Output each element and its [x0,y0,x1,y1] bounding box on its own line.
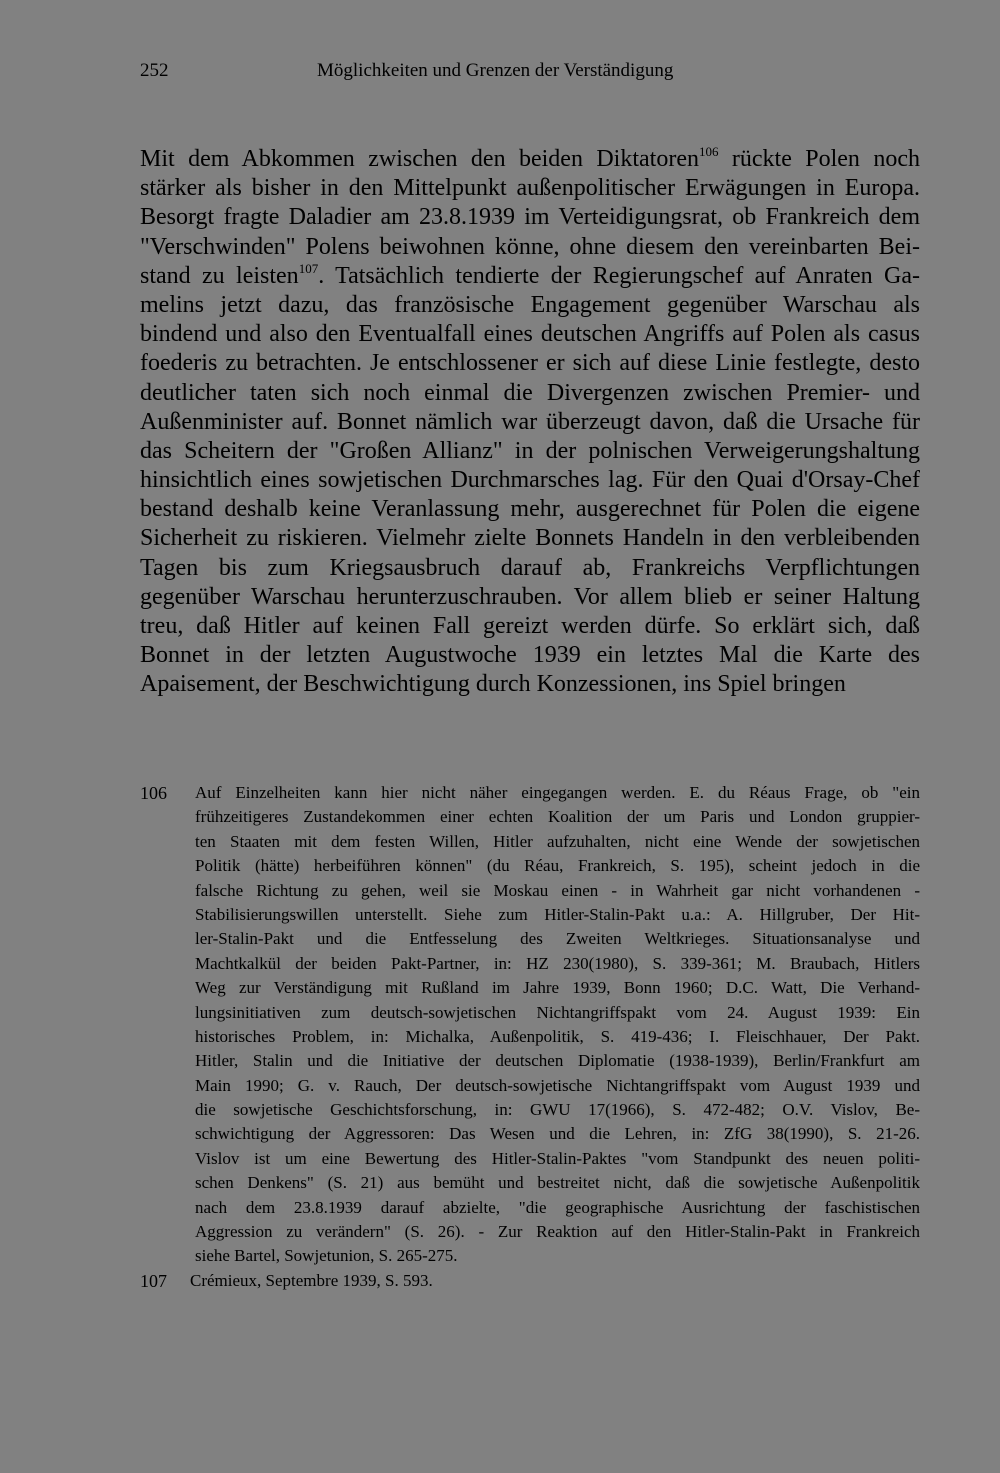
body-line [140,670,920,699]
footnote-number: 107 [140,1270,167,1291]
footnote-number: 106 [140,783,167,803]
footnote-line: schwichtigung der Aggressoren: Das Wesen und die Lehren, in: ZfG 38(1990), S. 21-26. [195,1124,920,1144]
body-line [140,174,920,203]
body-line-text: Besorgt fragte Daladier am 23.8.1939 im Verteidigungsrat, ob Frankreich dem [140,204,920,231]
body-line-text: bestand deshalb keine Veranlassung mehr, ausgerechnet für Polen die eigene [140,496,920,523]
body-line-text-continued: . Tatsächlich tendierte der Regierungschef auf Anraten Ga- [318,262,920,289]
body-line [140,145,920,174]
body-line [140,641,920,670]
body-line [140,379,920,408]
body-line-text: Außenminister auf. Bonnet nämlich war überzeugt davon, daß die Ursache für [140,408,920,435]
body-line [140,291,920,320]
body-line-text: bindend und also den Eventualfall eines deutschen Angriffs auf Polen als casus [140,321,920,348]
footnote-line: Crémieux, Septembre 1939, S. 593. [190,1270,433,1290]
footnotes [140,781,920,1293]
body-line [140,495,920,524]
page-number: 252 [140,60,169,81]
body-line-text: Tagen bis zum Kriegsausbruch darauf ab, Frankreichs Verpflichtungen [140,554,920,581]
body-line [140,203,920,232]
footnote-line: historisches Problem, in: Michalka, Außenpolitik, S. 419-436; I. Fleischhauer, Der Pakt. [195,1026,920,1046]
footnote-line: falsche Richtung zu gehen, weil sie Moskau einen - in Wahrheit gar nicht vorhandenen - [195,880,920,900]
body-line-text: deutlicher taten sich noch einmal die Divergenzen zwischen Premier- und [140,379,920,406]
footnote-line: lungsinitiativen zum deutsch-sowjetischen Nichtangriffspakt vom 24. August 1939: Ein [195,1002,920,1022]
running-title: Möglichkeiten und Grenzen der Verständigung [317,60,674,81]
body-line-text: melins jetzt dazu, das französische Engagement gegenüber Warschau als [140,291,920,318]
body-line-text: Mit dem Abkommen zwischen den beiden Diktatoren [140,146,699,172]
footnote-line: Auf Einzelheiten kann hier nicht näher eingegangen werden. E. du Réaus Frage, ob "ein [195,783,920,802]
footnote-line: Vislov ist um eine Bewertung des Hitler-Stalin-Paktes "vom Standpunkt des neuen politi- [195,1148,920,1168]
page-header [140,60,920,90]
body-line [140,262,920,291]
footnote-reference: 107 [298,261,319,276]
body-line-text: stärker als bisher in den Mittelpunkt außenpolitischer Erwägungen in Europa. [140,175,920,202]
body-line-text: treu, daß Hitler auf keinen Fall gereizt werden dürfe. So erklärt sich, daß [140,613,920,639]
footnote-line: Weg zur Verständigung mit Rußland im Jahre 1939, Bonn 1960; D.C. Watt, Die Verhand- [195,978,920,998]
footnote-line: Machtkalkül der beiden Pakt-Partner, in: HZ 230(1980), S. 339-361; M. Braubach, Hitlers [195,953,920,973]
footnote-line: Politik (hätte) herbeiführen können" (du Réau, Frankreich, S. 195), scheint jedoch in die [195,856,920,876]
footnote-line: Stabilisierungswillen unterstellt. Siehe zum Hitler-Stalin-Pakt u.a.: A. Hillgruber, Der Hit- [195,904,920,924]
footnote-line: siehe Bartel, Sowjetunion, S. 265-275. [195,1246,458,1266]
footnote-text [195,781,920,1269]
body-line-text: foederis zu betrachten. Je entschlossener er sich auf diese Linie festlegte, desto [140,350,920,377]
footnote-line: frühzeitigeres Zustandekommen einer echten Koalition der um Paris und London gruppier- [195,807,920,827]
footnote-line: Hitler, Stalin und die Initiative der deutschen Diplomatie (1938-1939), Berlin/Frankfurt am [195,1051,920,1071]
footnote-line: nach dem 23.8.1939 darauf abzielte, "die geographische Ausrichtung der faschistischen [195,1197,920,1217]
footnote-line: ler-Stalin-Pakt und die Entfesselung des Zweiten Weltkrieges. Situationsanalyse und [195,929,920,949]
body-line [140,320,920,349]
body-line-text: gegenüber Warschau herunterzuschrauben. Vor allem blieb er seiner Haltung [140,583,920,610]
body-line [140,233,920,262]
body-line [140,583,920,612]
footnote-line: ten Staaten mit dem festen Willen, Hitler aufzuhalten, nicht eine Wende der sowjetischen [195,831,920,851]
body-paragraph [140,145,920,700]
body-line [140,437,920,466]
body-line-text: Bonnet in der letzten Augustwoche 1939 ein letztes Mal die Karte des [140,642,920,669]
body-line [140,554,920,583]
body-line [140,349,920,378]
body-line [140,466,920,495]
footnote-line: Main 1990; G. v. Rauch, Der deutsch-sowjetische Nichtangriffspakt vom August 1939 und [195,1075,920,1095]
footnote-line: Aggression zu verändern" (S. 26). - Zur Reaktion auf den Hitler-Stalin-Pakt in Frankreich [195,1222,920,1242]
footnote-reference: 106 [698,145,719,159]
footnote-line: schen Denkens" (S. 21) aus bemüht und bestreitet nicht, daß die sowjetische Außenpolitik [195,1173,920,1193]
footnote [140,1269,920,1293]
body-line-text-continued: rückte Polen noch [718,146,920,172]
body-line [140,612,920,641]
body-line-text: hinsichtlich eines sowjetischen Durchmarsches lag. Für den Quai d'Orsay-Chef [140,467,920,494]
body-line-text: Apaisement, der Beschwichtigung durch Konzessionen, ins Spiel bringen [140,671,846,698]
body-line-text: stand zu leisten [140,262,299,289]
body-line-text: das Scheitern der "Großen Allianz" in der polnischen Verweigerungshaltung [140,437,920,464]
body-line [140,524,920,553]
body-line-text: "Verschwinden" Polens beiwohnen könne, ohne diesem den vereinbarten Bei- [140,233,920,260]
body-line [140,408,920,437]
body-line-text: Sicherheit zu riskieren. Vielmehr zielte Bonnets Handeln in den verbleibenden [140,525,920,552]
footnote-line: die sowjetische Geschichtsforschung, in: GWU 17(1966), S. 472-482; O.V. Vislov, Be- [195,1100,920,1120]
footnote-text [190,1269,915,1293]
footnote [140,781,920,1269]
